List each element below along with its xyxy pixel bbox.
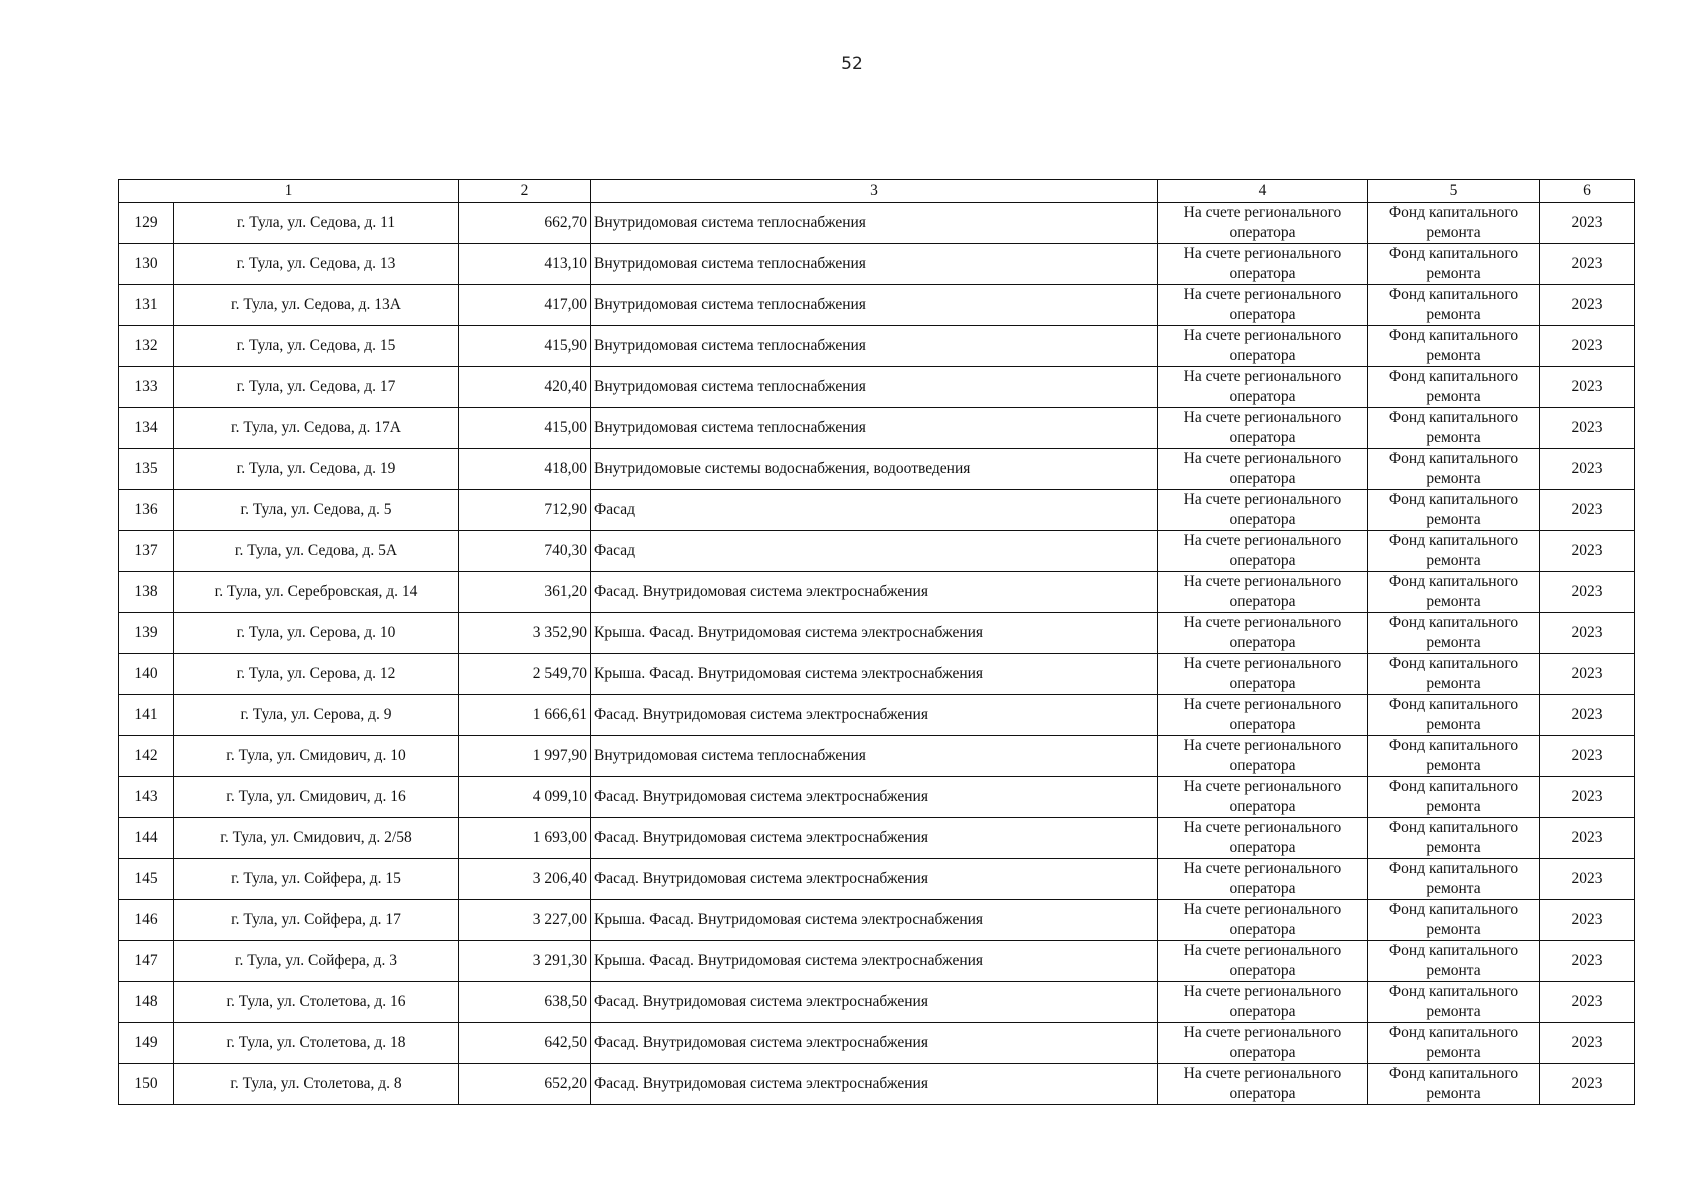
work-type-cell: Внутридомовая система теплоснабжения <box>591 285 1158 326</box>
account-line: На счете регионального <box>1183 245 1342 262</box>
address-cell: г. Тула, ул. Седова, д. 5 <box>174 490 459 531</box>
account-line: На счете регионального <box>1183 450 1342 467</box>
address-cell: г. Тула, ул. Седова, д. 15 <box>174 326 459 367</box>
column-number-row <box>119 180 1635 203</box>
fund-cell <box>1368 244 1540 285</box>
table-row <box>119 326 1635 367</box>
table-row <box>119 1023 1635 1064</box>
account-cell <box>1158 572 1368 613</box>
fund-cell <box>1368 1023 1540 1064</box>
address-cell: г. Тула, ул. Серова, д. 12 <box>174 654 459 695</box>
account-line: оператора <box>1229 921 1296 938</box>
account-line: На счете регионального <box>1183 860 1342 877</box>
account-cell <box>1158 1023 1368 1064</box>
row-number: 129 <box>119 203 174 244</box>
work-type-cell: Фасад. Внутридомовая система электроснабжения <box>591 572 1158 613</box>
table-row <box>119 859 1635 900</box>
account-line: оператора <box>1229 265 1296 282</box>
work-type-cell: Крыша. Фасад. Внутридомовая система электроснабжения <box>591 654 1158 695</box>
column-header-1: 1 <box>119 180 459 203</box>
work-type-cell: Фасад. Внутридомовая система электроснабжения <box>591 859 1158 900</box>
table-row <box>119 244 1635 285</box>
fund-cell <box>1368 613 1540 654</box>
area-cell: 418,00 <box>459 449 591 490</box>
table-row <box>119 367 1635 408</box>
row-number: 133 <box>119 367 174 408</box>
fund-line: ремонта <box>1426 798 1481 815</box>
account-line: оператора <box>1229 593 1296 610</box>
table-row <box>119 572 1635 613</box>
address-cell: г. Тула, ул. Сойфера, д. 15 <box>174 859 459 900</box>
fund-line: Фонд капитального <box>1388 491 1519 508</box>
work-type-cell: Крыша. Фасад. Внутридомовая система электроснабжения <box>591 613 1158 654</box>
work-type-cell: Фасад <box>591 490 1158 531</box>
fund-line: Фонд капитального <box>1388 655 1519 672</box>
fund-line: ремонта <box>1426 880 1481 897</box>
account-line: оператора <box>1229 1044 1296 1061</box>
fund-line: ремонта <box>1426 716 1481 733</box>
account-line: На счете регионального <box>1183 819 1342 836</box>
fund-line: ремонта <box>1426 470 1481 487</box>
fund-line: ремонта <box>1426 593 1481 610</box>
account-line: оператора <box>1229 757 1296 774</box>
fund-line: ремонта <box>1426 306 1481 323</box>
year-cell: 2023 <box>1540 408 1635 449</box>
account-cell <box>1158 777 1368 818</box>
work-type-cell: Фасад. Внутридомовая система электроснабжения <box>591 818 1158 859</box>
year-cell: 2023 <box>1540 613 1635 654</box>
row-number: 146 <box>119 900 174 941</box>
account-cell <box>1158 244 1368 285</box>
account-cell <box>1158 326 1368 367</box>
fund-line: ремонта <box>1426 1044 1481 1061</box>
account-line: На счете регионального <box>1183 491 1342 508</box>
fund-line: Фонд капитального <box>1388 614 1519 631</box>
work-type-cell: Фасад. Внутридомовая система электроснабжения <box>591 1064 1158 1105</box>
fund-cell <box>1368 572 1540 613</box>
fund-line: ремонта <box>1426 634 1481 651</box>
year-cell: 2023 <box>1540 326 1635 367</box>
work-type-cell: Фасад. Внутридомовая система электроснабжения <box>591 695 1158 736</box>
fund-cell <box>1368 941 1540 982</box>
row-number: 131 <box>119 285 174 326</box>
area-cell: 652,20 <box>459 1064 591 1105</box>
row-number: 139 <box>119 613 174 654</box>
fund-line: ремонта <box>1426 962 1481 979</box>
account-cell <box>1158 736 1368 777</box>
address-cell: г. Тула, ул. Сойфера, д. 17 <box>174 900 459 941</box>
account-line: оператора <box>1229 798 1296 815</box>
work-type-cell: Фасад. Внутридомовая система электроснабжения <box>591 982 1158 1023</box>
year-cell: 2023 <box>1540 244 1635 285</box>
address-cell: г. Тула, ул. Седова, д. 13 <box>174 244 459 285</box>
area-cell: 712,90 <box>459 490 591 531</box>
table-row <box>119 695 1635 736</box>
work-type-cell: Внутридомовые системы водоснабжения, водоотведения <box>591 449 1158 490</box>
account-line: оператора <box>1229 634 1296 651</box>
column-header-4: 4 <box>1158 180 1368 203</box>
row-number: 148 <box>119 982 174 1023</box>
fund-line: ремонта <box>1426 347 1481 364</box>
fund-cell <box>1368 203 1540 244</box>
fund-line: ремонта <box>1426 757 1481 774</box>
work-type-cell: Внутридомовая система теплоснабжения <box>591 736 1158 777</box>
area-cell: 1 997,90 <box>459 736 591 777</box>
account-cell <box>1158 982 1368 1023</box>
fund-line: Фонд капитального <box>1388 1065 1519 1082</box>
address-cell: г. Тула, ул. Серебровская, д. 14 <box>174 572 459 613</box>
address-cell: г. Тула, ул. Смидович, д. 10 <box>174 736 459 777</box>
account-line: оператора <box>1229 880 1296 897</box>
fund-line: ремонта <box>1426 511 1481 528</box>
address-cell: г. Тула, ул. Седова, д. 5А <box>174 531 459 572</box>
account-line: На счете регионального <box>1183 327 1342 344</box>
account-cell <box>1158 203 1368 244</box>
table-row <box>119 736 1635 777</box>
area-cell: 4 099,10 <box>459 777 591 818</box>
table-row <box>119 613 1635 654</box>
fund-line: Фонд капитального <box>1388 819 1519 836</box>
account-line: На счете регионального <box>1183 1065 1342 1082</box>
area-cell: 417,00 <box>459 285 591 326</box>
page-number: 52 <box>841 54 863 74</box>
table-row <box>119 982 1635 1023</box>
row-number: 136 <box>119 490 174 531</box>
fund-line: ремонта <box>1426 224 1481 241</box>
work-type-cell: Крыша. Фасад. Внутридомовая система электроснабжения <box>591 941 1158 982</box>
year-cell: 2023 <box>1540 859 1635 900</box>
area-cell: 740,30 <box>459 531 591 572</box>
work-type-cell: Внутридомовая система теплоснабжения <box>591 367 1158 408</box>
fund-line: Фонд капитального <box>1388 532 1519 549</box>
work-type-cell: Фасад. Внутридомовая система электроснабжения <box>591 1023 1158 1064</box>
table-header <box>119 180 1635 203</box>
account-line: На счете регионального <box>1183 655 1342 672</box>
fund-line: Фонд капитального <box>1388 901 1519 918</box>
account-cell <box>1158 449 1368 490</box>
fund-line: ремонта <box>1426 1003 1481 1020</box>
table-row <box>119 408 1635 449</box>
account-line: оператора <box>1229 962 1296 979</box>
table-row <box>119 203 1635 244</box>
work-type-cell: Крыша. Фасад. Внутридомовая система электроснабжения <box>591 900 1158 941</box>
fund-line: Фонд капитального <box>1388 1024 1519 1041</box>
account-line: На счете регионального <box>1183 573 1342 590</box>
row-number: 149 <box>119 1023 174 1064</box>
row-number: 150 <box>119 1064 174 1105</box>
area-cell: 415,90 <box>459 326 591 367</box>
address-cell: г. Тула, ул. Сойфера, д. 3 <box>174 941 459 982</box>
fund-line: Фонд капитального <box>1388 573 1519 590</box>
fund-cell <box>1368 859 1540 900</box>
account-line: На счете регионального <box>1183 532 1342 549</box>
address-cell: г. Тула, ул. Седова, д. 19 <box>174 449 459 490</box>
account-line: оператора <box>1229 306 1296 323</box>
fund-cell <box>1368 285 1540 326</box>
column-header-5: 5 <box>1368 180 1540 203</box>
account-line: На счете регионального <box>1183 901 1342 918</box>
year-cell: 2023 <box>1540 654 1635 695</box>
row-number: 145 <box>119 859 174 900</box>
account-cell <box>1158 654 1368 695</box>
work-type-cell: Фасад <box>591 531 1158 572</box>
fund-line: Фонд капитального <box>1388 327 1519 344</box>
address-cell: г. Тула, ул. Смидович, д. 16 <box>174 777 459 818</box>
account-line: оператора <box>1229 839 1296 856</box>
address-cell: г. Тула, ул. Седова, д. 13А <box>174 285 459 326</box>
account-line: На счете регионального <box>1183 409 1342 426</box>
account-cell <box>1158 285 1368 326</box>
account-cell <box>1158 490 1368 531</box>
area-cell: 638,50 <box>459 982 591 1023</box>
fund-line: Фонд капитального <box>1388 737 1519 754</box>
address-cell: г. Тула, ул. Седова, д. 17 <box>174 367 459 408</box>
fund-line: Фонд капитального <box>1388 983 1519 1000</box>
year-cell: 2023 <box>1540 367 1635 408</box>
area-cell: 662,70 <box>459 203 591 244</box>
year-cell: 2023 <box>1540 982 1635 1023</box>
fund-line: ремонта <box>1426 552 1481 569</box>
account-line: На счете регионального <box>1183 778 1342 795</box>
table-row <box>119 531 1635 572</box>
account-line: На счете регионального <box>1183 696 1342 713</box>
row-number: 142 <box>119 736 174 777</box>
account-line: На счете регионального <box>1183 614 1342 631</box>
row-number: 144 <box>119 818 174 859</box>
fund-cell <box>1368 982 1540 1023</box>
area-cell: 3 291,30 <box>459 941 591 982</box>
year-cell: 2023 <box>1540 1023 1635 1064</box>
fund-line: Фонд капитального <box>1388 860 1519 877</box>
fund-line: Фонд капитального <box>1388 286 1519 303</box>
fund-cell <box>1368 695 1540 736</box>
address-cell: г. Тула, ул. Седова, д. 11 <box>174 203 459 244</box>
fund-cell <box>1368 531 1540 572</box>
year-cell: 2023 <box>1540 490 1635 531</box>
work-type-cell: Внутридомовая система теплоснабжения <box>591 244 1158 285</box>
account-cell <box>1158 695 1368 736</box>
fund-cell <box>1368 1064 1540 1105</box>
account-cell <box>1158 408 1368 449</box>
fund-line: Фонд капитального <box>1388 368 1519 385</box>
account-line: оператора <box>1229 1003 1296 1020</box>
repair-schedule-table <box>118 179 1635 1105</box>
table-row <box>119 654 1635 695</box>
account-line: оператора <box>1229 224 1296 241</box>
row-number: 130 <box>119 244 174 285</box>
row-number: 143 <box>119 777 174 818</box>
fund-line: Фонд капитального <box>1388 942 1519 959</box>
address-cell: г. Тула, ул. Серова, д. 10 <box>174 613 459 654</box>
fund-line: ремонта <box>1426 265 1481 282</box>
fund-line: ремонта <box>1426 921 1481 938</box>
account-line: На счете регионального <box>1183 1024 1342 1041</box>
year-cell: 2023 <box>1540 900 1635 941</box>
year-cell: 2023 <box>1540 818 1635 859</box>
account-line: На счете регионального <box>1183 942 1342 959</box>
fund-line: ремонта <box>1426 675 1481 692</box>
table-row <box>119 777 1635 818</box>
row-number: 147 <box>119 941 174 982</box>
work-type-cell: Внутридомовая система теплоснабжения <box>591 203 1158 244</box>
fund-line: Фонд капитального <box>1388 204 1519 221</box>
area-cell: 1 666,61 <box>459 695 591 736</box>
table-body <box>119 203 1635 1105</box>
area-cell: 415,00 <box>459 408 591 449</box>
row-number: 135 <box>119 449 174 490</box>
fund-line: ремонта <box>1426 839 1481 856</box>
account-cell <box>1158 859 1368 900</box>
fund-cell <box>1368 490 1540 531</box>
area-cell: 361,20 <box>459 572 591 613</box>
account-line: оператора <box>1229 470 1296 487</box>
address-cell: г. Тула, ул. Смидович, д. 2/58 <box>174 818 459 859</box>
account-line: На счете регионального <box>1183 286 1342 303</box>
work-type-cell: Внутридомовая система теплоснабжения <box>591 408 1158 449</box>
account-cell <box>1158 941 1368 982</box>
year-cell: 2023 <box>1540 449 1635 490</box>
fund-cell <box>1368 367 1540 408</box>
row-number: 141 <box>119 695 174 736</box>
address-cell: г. Тула, ул. Седова, д. 17А <box>174 408 459 449</box>
row-number: 138 <box>119 572 174 613</box>
table-row <box>119 285 1635 326</box>
year-cell: 2023 <box>1540 777 1635 818</box>
fund-line: ремонта <box>1426 388 1481 405</box>
fund-line: ремонта <box>1426 1085 1481 1102</box>
year-cell: 2023 <box>1540 736 1635 777</box>
account-line: оператора <box>1229 1085 1296 1102</box>
year-cell: 2023 <box>1540 1064 1635 1105</box>
account-line: оператора <box>1229 429 1296 446</box>
year-cell: 2023 <box>1540 285 1635 326</box>
fund-cell <box>1368 818 1540 859</box>
account-cell <box>1158 818 1368 859</box>
account-line: оператора <box>1229 388 1296 405</box>
fund-cell <box>1368 408 1540 449</box>
account-line: оператора <box>1229 552 1296 569</box>
area-cell: 2 549,70 <box>459 654 591 695</box>
table-row <box>119 490 1635 531</box>
fund-line: ремонта <box>1426 429 1481 446</box>
work-type-cell: Внутридомовая система теплоснабжения <box>591 326 1158 367</box>
fund-cell <box>1368 654 1540 695</box>
row-number: 140 <box>119 654 174 695</box>
year-cell: 2023 <box>1540 203 1635 244</box>
row-number: 132 <box>119 326 174 367</box>
area-cell: 413,10 <box>459 244 591 285</box>
fund-line: Фонд капитального <box>1388 778 1519 795</box>
fund-cell <box>1368 326 1540 367</box>
row-number: 134 <box>119 408 174 449</box>
work-type-cell: Фасад. Внутридомовая система электроснабжения <box>591 777 1158 818</box>
account-cell <box>1158 367 1368 408</box>
account-cell <box>1158 1064 1368 1105</box>
account-cell <box>1158 900 1368 941</box>
account-line: оператора <box>1229 716 1296 733</box>
year-cell: 2023 <box>1540 941 1635 982</box>
column-header-2: 2 <box>459 180 591 203</box>
year-cell: 2023 <box>1540 531 1635 572</box>
account-cell <box>1158 531 1368 572</box>
fund-cell <box>1368 736 1540 777</box>
table-row <box>119 900 1635 941</box>
fund-line: Фонд капитального <box>1388 696 1519 713</box>
table-row <box>119 941 1635 982</box>
table-row <box>119 1064 1635 1105</box>
fund-cell <box>1368 777 1540 818</box>
fund-line: Фонд капитального <box>1388 409 1519 426</box>
row-number: 137 <box>119 531 174 572</box>
address-cell: г. Тула, ул. Серова, д. 9 <box>174 695 459 736</box>
area-cell: 3 206,40 <box>459 859 591 900</box>
account-line: На счете регионального <box>1183 983 1342 1000</box>
fund-cell <box>1368 900 1540 941</box>
fund-line: Фонд капитального <box>1388 450 1519 467</box>
account-line: На счете регионального <box>1183 204 1342 221</box>
account-line: оператора <box>1229 675 1296 692</box>
table-row <box>119 818 1635 859</box>
fund-cell <box>1368 449 1540 490</box>
address-cell: г. Тула, ул. Столетова, д. 18 <box>174 1023 459 1064</box>
area-cell: 3 352,90 <box>459 613 591 654</box>
year-cell: 2023 <box>1540 572 1635 613</box>
address-cell: г. Тула, ул. Столетова, д. 16 <box>174 982 459 1023</box>
table-row <box>119 449 1635 490</box>
account-line: оператора <box>1229 347 1296 364</box>
area-cell: 420,40 <box>459 367 591 408</box>
account-line: На счете регионального <box>1183 737 1342 754</box>
account-line: оператора <box>1229 511 1296 528</box>
area-cell: 3 227,00 <box>459 900 591 941</box>
account-cell <box>1158 613 1368 654</box>
area-cell: 1 693,00 <box>459 818 591 859</box>
account-line: На счете регионального <box>1183 368 1342 385</box>
fund-line: Фонд капитального <box>1388 245 1519 262</box>
address-cell: г. Тула, ул. Столетова, д. 8 <box>174 1064 459 1105</box>
column-header-3: 3 <box>591 180 1158 203</box>
area-cell: 642,50 <box>459 1023 591 1064</box>
year-cell: 2023 <box>1540 695 1635 736</box>
column-header-6: 6 <box>1540 180 1635 203</box>
